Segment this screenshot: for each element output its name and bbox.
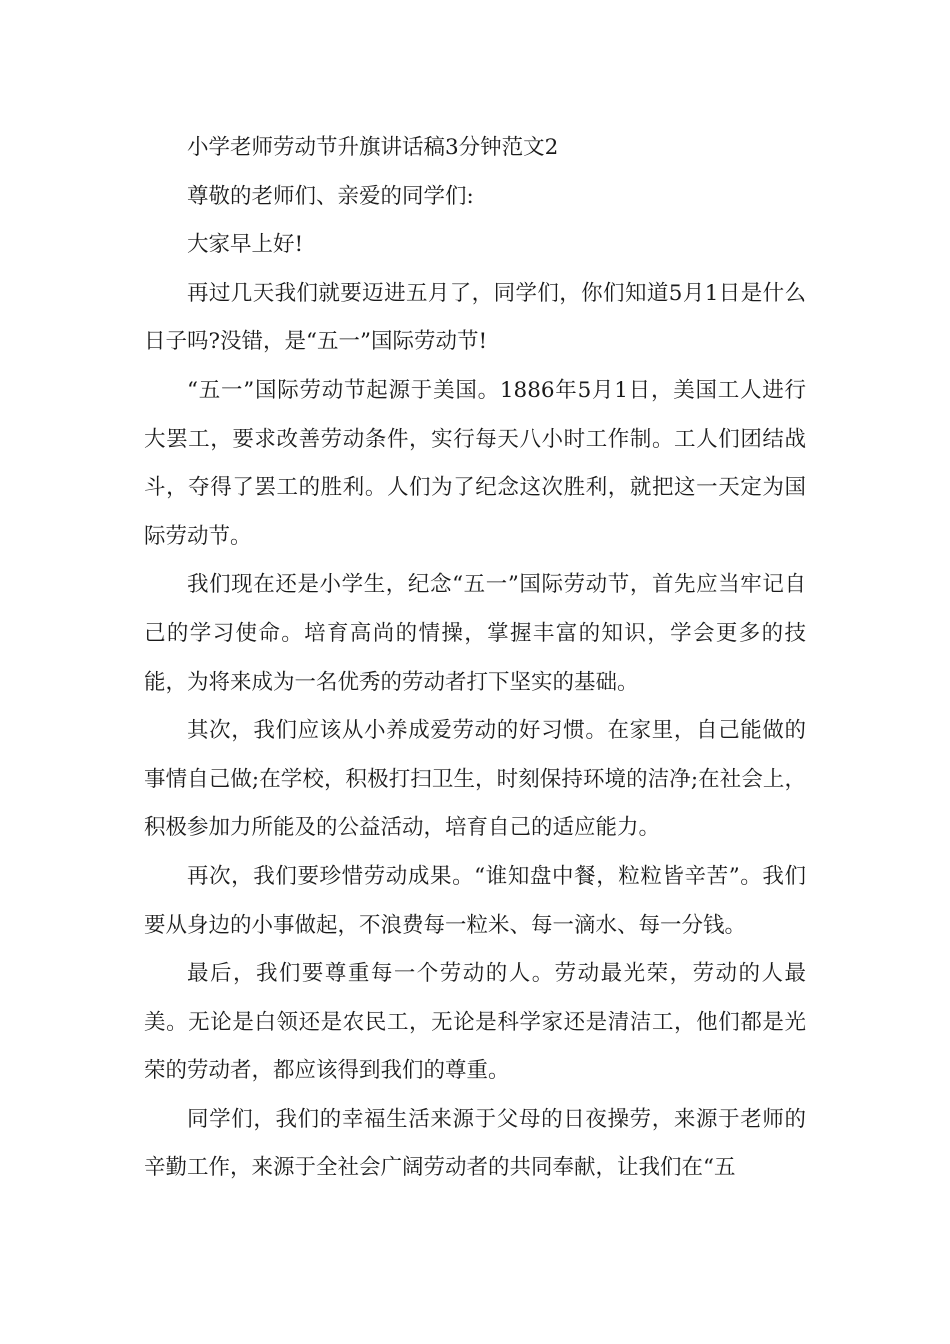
paragraph-origin: “五一”国际劳动节起源于美国。1886年5月1日，美国工人进行大罢工，要求改善劳动条件，实行每天八小时工作制。工人们团结战斗，夺得了罢工的胜利。人们为了纪念这次胜利，就把这一天定为国际劳动节。 [144, 377, 806, 549]
paragraph-last: 最后，我们要尊重每一个劳动的人。劳动最光荣，劳动的人最美。无论是白领还是农民工，无论是科学家还是清洁工，他们都是光荣的劳动者，都应该得到我们的尊重。 [144, 961, 806, 1084]
greeting: 大家早上好! [187, 232, 304, 258]
paragraph-first: 我们现在还是小学生，纪念“五一”国际劳动节，首先应当牢记自己的学习使命。培育高尚的情操，掌握丰富的知识，学会更多的技能，为将来成为一名优秀的劳动者打下坚实的基础。 [144, 572, 806, 695]
paragraph-second: 其次，我们应该从小养成爱劳动的好习惯。在家里，自己能做的事情自己做;在学校，积极打扫卫生，时刻保持环境的洁净;在社会上，积极参加力所能及的公益活动，培育自己的适应能力。 [144, 718, 806, 841]
paragraph-third: 再次，我们要珍惜劳动成果。“谁知盘中餐，粒粒皆辛苦”。我们要从身边的小事做起，不浪费每一粒米、每一滴水、每一分钱。 [144, 863, 806, 938]
salutation: 尊敬的老师们、亲爱的同学们: [187, 183, 474, 209]
paragraph-closing: 同学们，我们的幸福生活来源于父母的日夜操劳，来源于老师的辛勤工作，来源于全社会广阔劳动者的共同奉献，让我们在“五 [144, 1106, 806, 1181]
document-body [144, 124, 806, 1193]
paragraph-intro: 再过几天我们就要迈进五月了，同学们，你们知道5月1日是什么日子吗?没错，是“五一”国际劳动节! [144, 280, 806, 355]
document-title: 小学老师劳动节升旗讲话稿3分钟范文2 [187, 135, 559, 160]
